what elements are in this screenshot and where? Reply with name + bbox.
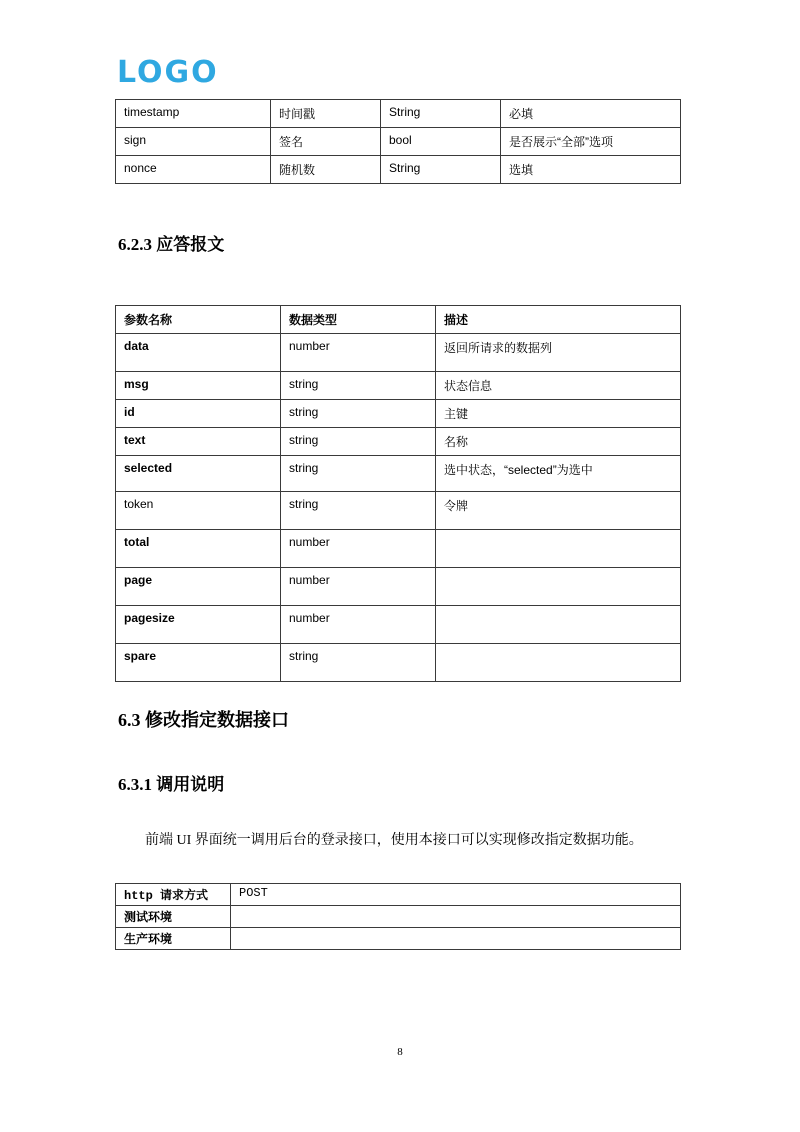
table-cell: 签名 [271,128,381,156]
table-cell: data [116,334,281,372]
table-cell [436,568,681,606]
table-header-row [116,306,681,334]
table-cell: String [381,156,501,184]
table-cell [436,530,681,568]
table-cell [436,606,681,644]
table-row [116,606,681,644]
table-cell: selected [116,456,281,492]
table-cell: 令牌 [436,492,681,530]
table-cell: String [381,100,501,128]
table-cell: number [281,530,436,568]
table-cell: POST [231,884,681,906]
table-row [116,128,681,156]
table-header-cell: 数据类型 [281,306,436,334]
table-cell: bool [381,128,501,156]
table-cell: number [281,568,436,606]
table-cell: text [116,428,281,456]
table-cell: spare [116,644,281,682]
table-cell: 状态信息 [436,372,681,400]
table-row [116,334,681,372]
table-cell: 测试环境 [116,906,231,928]
table-cell: 随机数 [271,156,381,184]
table-row [116,568,681,606]
table-row [116,928,681,950]
table-cell: id [116,400,281,428]
table-cell: nonce [116,156,271,184]
table-row [116,156,681,184]
table-cell: pagesize [116,606,281,644]
table-cell: msg [116,372,281,400]
table-cell: token [116,492,281,530]
table-cell: number [281,334,436,372]
table-row [116,100,681,128]
table-row [116,428,681,456]
section-heading-623: 6.2.3 应答报文 [118,235,225,254]
call-info-table [115,883,681,950]
table-cell: http 请求方式 [116,884,231,906]
table-cell: 是否展示“全部”选项 [501,128,681,156]
table-row [116,456,681,492]
table-cell: 时间戳 [271,100,381,128]
table-header-cell: 参数名称 [116,306,281,334]
table-cell [436,644,681,682]
table-cell [231,928,681,950]
table-cell: 名称 [436,428,681,456]
table-cell: 选填 [501,156,681,184]
table-cell [231,906,681,928]
table-cell: 必填 [501,100,681,128]
table-row [116,906,681,928]
section-heading-63: 6.3 修改指定数据接口 [118,710,289,730]
table-cell: timestamp [116,100,271,128]
section-heading-631: 6.3.1 调用说明 [118,775,225,794]
table-row [116,400,681,428]
table-cell: 生产环境 [116,928,231,950]
table-row [116,372,681,400]
table-cell: string [281,492,436,530]
page-number: 8 [397,1046,403,1058]
table-cell: page [116,568,281,606]
table-cell: string [281,372,436,400]
table-cell: 返回所请求的数据列 [436,334,681,372]
request-params-table [115,99,681,184]
table-row [116,492,681,530]
table-cell: sign [116,128,271,156]
response-params-table [115,305,681,682]
table-cell: 选中状态，“selected”为选中 [436,456,681,492]
table-cell: string [281,644,436,682]
table-cell: number [281,606,436,644]
table-cell: 主键 [436,400,681,428]
table-cell: string [281,428,436,456]
table-cell: string [281,400,436,428]
table-cell: string [281,456,436,492]
table-row [116,884,681,906]
table-row [116,644,681,682]
logo: LOGO [117,55,219,90]
description-paragraph: 前端 UI 界面统一调用后台的登录接口，使用本接口可以实现修改指定数据功能。 [145,833,643,848]
table-header-cell: 描述 [436,306,681,334]
table-row [116,530,681,568]
table-cell: total [116,530,281,568]
